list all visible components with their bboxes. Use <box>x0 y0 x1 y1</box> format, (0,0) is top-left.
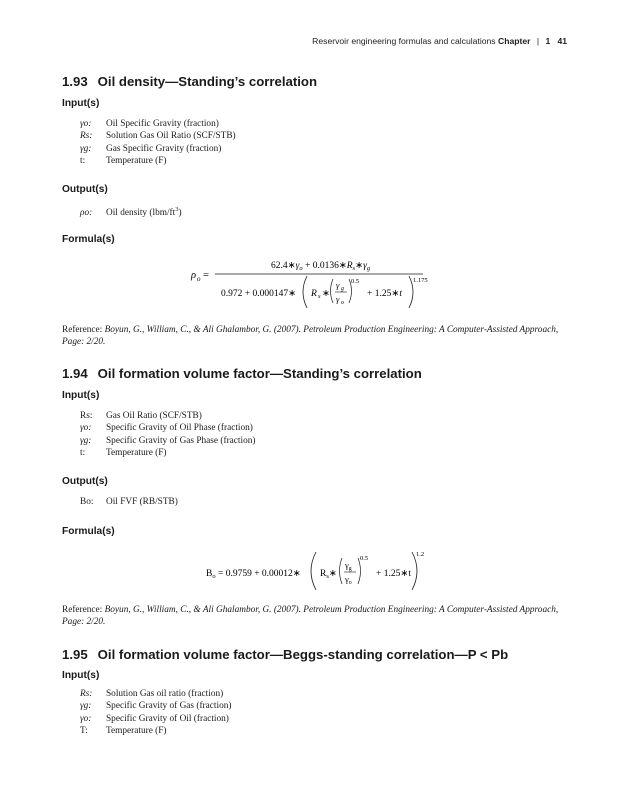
formula-denominator <box>221 276 428 308</box>
formula-heading: Formula(s) <box>62 526 115 537</box>
svg-text:+ 1.25∗t: + 1.25∗t <box>367 289 402 299</box>
formula-numerator <box>271 261 371 272</box>
input-list <box>80 118 236 168</box>
svg-text:0.5: 0.5 <box>351 278 360 285</box>
list-item: γo: Oil Specific Gravity (fraction) <box>80 119 219 129</box>
svg-text:s: s <box>318 293 321 300</box>
list-item: T: Temperature (F) <box>80 726 167 737</box>
svg-text:γ: γ <box>336 294 340 304</box>
formula-lhs <box>190 270 209 283</box>
inputs-heading: Input(s) <box>62 670 100 681</box>
svg-text:o: o <box>197 275 201 283</box>
input-list <box>80 410 255 460</box>
list-item: γg: Specific Gravity of Gas Phase (fraction) <box>80 435 256 446</box>
svg-text:Bo = 0.9759 + 0.00012∗: $B_o = 0.9759$ + 0.00012∗ <box>206 569 301 580</box>
input-list <box>80 688 231 738</box>
list-item: γo: Specific Gravity of Oil (fraction) <box>80 713 229 724</box>
svg-text:ρ: ρ <box>191 270 197 281</box>
svg-text:γo: $\gamma_o$ <box>345 574 352 586</box>
svg-text:0.972 + 0.000147∗: 0.972 + 0.000147∗ <box>221 289 297 299</box>
svg-text:1.2: 1.2 <box>416 551 425 558</box>
list-item: Rs: Solution Gas Oil Ratio (SCF/STB) <box>80 131 236 142</box>
svg-text:o: o <box>341 300 344 306</box>
oil-density-formula <box>185 252 445 315</box>
formula-heading: Formula(s) <box>62 234 115 245</box>
list-item: Rs: Solution Gas oil ratio (fraction) <box>80 689 224 699</box>
svg-text:+ 1.25∗t: + 1.25∗t <box>376 569 411 579</box>
output-list <box>80 204 182 220</box>
svg-text:0.5: 0.5 <box>360 555 369 562</box>
oil-fvf-formula <box>200 546 440 601</box>
reference: Reference: Boyun, G., William, C., & Ali Ghalambor, G. (2007). Petroleum Production Engineering: A Computer-Assisted Approach, Page: 2/20. <box>62 605 559 628</box>
svg-text:R: R <box>311 289 317 299</box>
svg-text:γ: γ <box>336 280 340 290</box>
output-list <box>80 496 178 508</box>
svg-text:62.4∗γo + 0.0136∗Rs∗γg: $62.4∗\gamma_o$ + $0.0136∗R_s∗\gamma_g$ <box>271 261 371 272</box>
svg-text:g: g <box>341 286 344 292</box>
section-heading-1-95: 1.95 Oil formation volume factor—Beggs-standing correlation—P < Pb <box>62 647 509 662</box>
list-item: γg: Gas Specific Gravity (fraction) <box>80 143 222 154</box>
outputs-heading: Output(s) <box>62 476 108 487</box>
page-number: 41 <box>557 36 567 46</box>
inputs-heading: Input(s) <box>62 390 100 401</box>
list-item: Rs: Gas Oil Ratio (SCF/STB) <box>80 411 202 421</box>
list-item: γg: Specific Gravity of Gas (fraction) <box>80 701 232 712</box>
outputs-heading: Output(s) <box>62 184 108 195</box>
svg-text:1.175: 1.175 <box>413 277 428 284</box>
chapter-number: 1 <box>545 36 551 46</box>
svg-text:=: = <box>203 270 209 281</box>
section-heading-1-94: 1.94 Oil formation volume factor—Standing’s correlation <box>62 366 422 381</box>
svg-text:γg: $\gamma_g$ <box>345 560 352 572</box>
section-heading-1-93: 1.93 Oil density—Standing’s correlation <box>62 74 318 89</box>
reference: Reference: Boyun, G., William, C., & Ali Ghalambor, G. (2007). Petroleum Production Engineering: A Computer-Assisted Approach, Page: 2/20. <box>62 325 559 348</box>
list-item: γo: Specific Gravity of Oil Phase (fraction) <box>80 423 253 434</box>
list-item: t: Temperature (F) <box>80 156 167 167</box>
list-item: t: Temperature (F) <box>80 448 167 459</box>
svg-text:∗: ∗ <box>322 289 330 299</box>
inputs-heading: Input(s) <box>62 98 100 109</box>
svg-text:Rs∗: $R_s∗$ <box>320 569 337 580</box>
list-item: Bo: Oil FVF (RB/STB) <box>80 497 178 507</box>
running-header: Reservoir engineering formulas and calculations Chapter | 1 41 <box>312 36 567 46</box>
running-title: Reservoir engineering formulas and calculations <box>312 36 496 46</box>
list-item: ρo: Oil density $(lbm/ft^3)$ <box>80 206 182 219</box>
chapter-label: Chapter <box>497 36 531 46</box>
